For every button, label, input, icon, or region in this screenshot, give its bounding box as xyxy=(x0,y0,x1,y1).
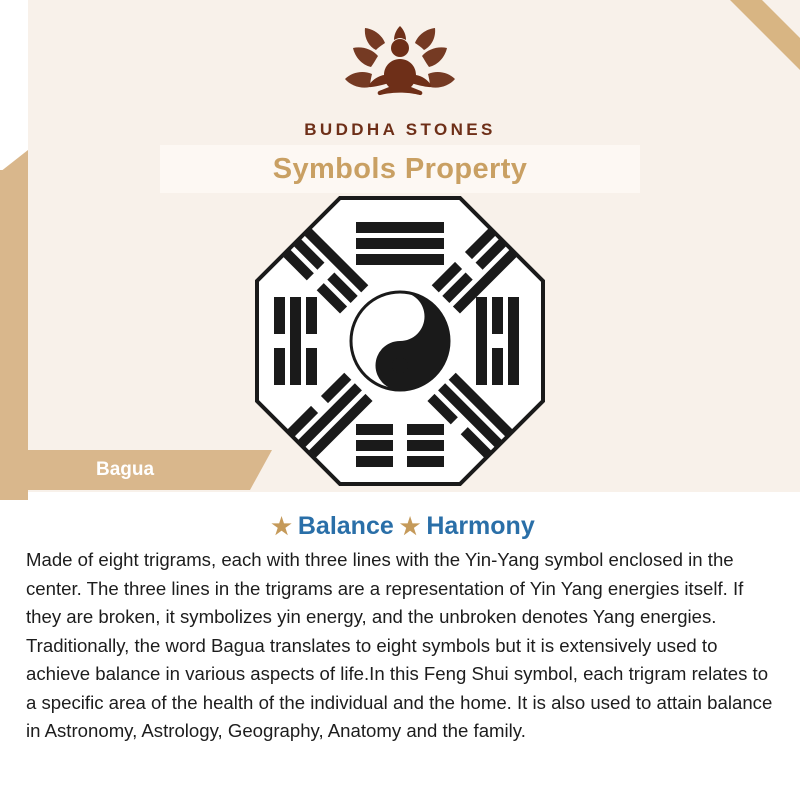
left-edge-accent-bar xyxy=(0,170,28,500)
symbol-label-tab-point xyxy=(250,450,272,490)
left-edge-bottom-strip xyxy=(0,650,28,800)
symbol-label-tab xyxy=(28,450,250,490)
keyword-harmony: Harmony xyxy=(426,512,535,540)
keyword-balance: Balance xyxy=(297,512,394,540)
symbol-label: Bagua xyxy=(96,459,155,480)
title-banner xyxy=(160,145,640,193)
bagua-yin-yang-icon xyxy=(255,196,545,486)
brand-logo xyxy=(0,18,800,140)
star-icon-left: ★ xyxy=(271,513,292,539)
keyword-row xyxy=(0,512,800,541)
lotus-meditation-figure-icon xyxy=(315,18,485,116)
description-text: Made of eight trigrams, each with three lines with the Yin-Yang symbol enclosed in the center. The three lines in the trigrams are a representation of Yin Yang energies itself. If they are broken, it symbolizes yin energy, and the unbroken denotes Yang energies. Traditionally, the word Bagua translates to eight symbols but it is extensively used to achieve balance in various aspects of life.In this Feng Shui symbol, each trigram relates to a specific area of the health of the individual and the home. It is also used to attain balance in Astronomy, Astrology, Geography, Anatomy and the family. xyxy=(26,549,773,741)
page-title: Symbols Property xyxy=(272,152,528,185)
bagua-symbol xyxy=(255,196,545,486)
star-icon-middle: ★ xyxy=(399,513,421,539)
left-edge-notch xyxy=(0,150,28,172)
brand-name: BUDDHA STONES xyxy=(304,120,496,139)
